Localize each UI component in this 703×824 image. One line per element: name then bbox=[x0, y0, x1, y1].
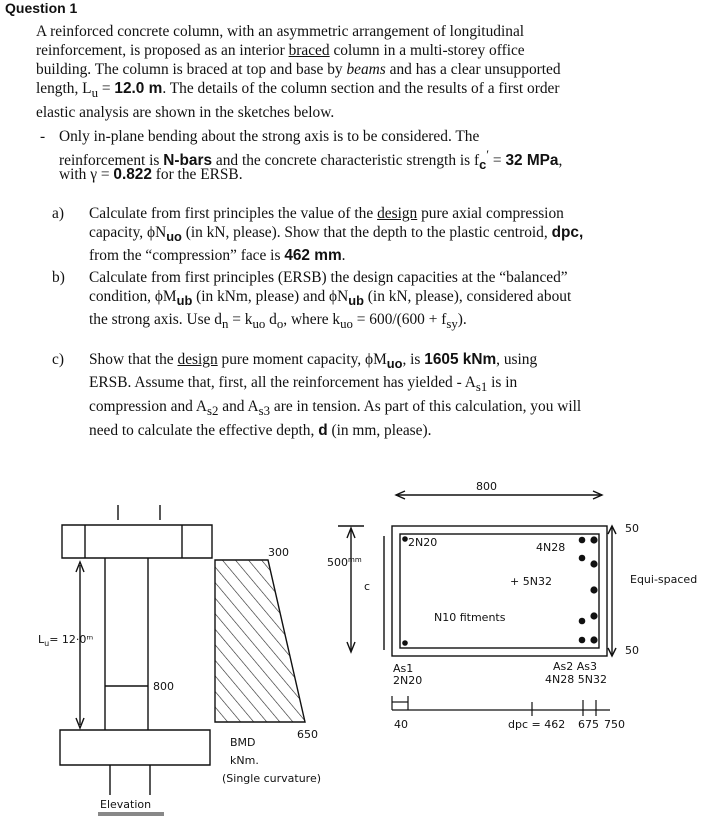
part-label: a) bbox=[52, 205, 64, 222]
part-line bbox=[89, 310, 654, 334]
text: = k bbox=[228, 311, 253, 329]
design-term: design bbox=[177, 351, 218, 368]
section-depth-dim bbox=[338, 526, 384, 652]
cover-bottom-label: 50 bbox=[625, 644, 639, 657]
text: and A bbox=[218, 398, 259, 416]
rebars bbox=[402, 536, 597, 646]
design-term: design bbox=[377, 205, 418, 222]
part-label: c) bbox=[52, 351, 64, 368]
column-width-label: 800 bbox=[153, 680, 174, 693]
subscript: ub bbox=[176, 293, 193, 309]
text: building. The column is braced at top and base by bbox=[36, 61, 347, 78]
text: compression and A bbox=[89, 398, 207, 416]
text: for the ERSB. bbox=[151, 166, 243, 183]
as3-bar-label: + 5N32 bbox=[510, 575, 552, 588]
text: is in bbox=[487, 374, 518, 392]
part-body bbox=[89, 350, 654, 440]
bmd-top-value: 300 bbox=[268, 546, 289, 559]
dpc-value: 462 mm bbox=[284, 247, 342, 265]
text: with γ = bbox=[59, 166, 114, 183]
as2-bar-label: 4N28 bbox=[536, 541, 566, 554]
bottom-dims bbox=[392, 696, 610, 716]
cover-top-label: 50 bbox=[625, 522, 639, 535]
part-line bbox=[89, 421, 654, 440]
subscript: u bbox=[91, 86, 98, 101]
bmd-drawing bbox=[215, 560, 305, 722]
dim-40-label: 40 bbox=[394, 718, 408, 731]
cross-section bbox=[392, 491, 616, 656]
dim-675-label: 675 bbox=[578, 718, 599, 731]
text: = bbox=[98, 80, 115, 97]
length-value: 12.0 m bbox=[114, 80, 163, 97]
bullet-dash: - bbox=[40, 128, 46, 145]
text: ERSB. Assume that, first, all the reinforcement has yielded - A bbox=[89, 374, 476, 392]
text: capacity, ϕN bbox=[89, 224, 167, 241]
text: (in kN, please), considered about bbox=[363, 288, 572, 305]
column-sketch bbox=[0, 452, 703, 824]
bar-type: N-bars bbox=[163, 152, 213, 170]
subscript: uo bbox=[252, 317, 266, 332]
text: condition, ϕM bbox=[89, 288, 177, 305]
elevation-label: Elevation bbox=[100, 798, 152, 811]
part-line bbox=[89, 287, 654, 310]
section-width-value: 800 bbox=[476, 480, 497, 493]
intro-paragraph bbox=[36, 22, 658, 122]
subscript: o bbox=[276, 317, 284, 332]
subscript: ub bbox=[348, 293, 364, 309]
part-line bbox=[89, 397, 654, 421]
bullet-line-3 bbox=[59, 165, 243, 184]
subscript: s3 bbox=[258, 404, 271, 419]
beams-term: beams bbox=[346, 61, 386, 78]
text: need to calculate the effective depth, bbox=[89, 422, 319, 440]
as1-label: As1 bbox=[393, 662, 414, 675]
elevation-drawing bbox=[60, 505, 212, 795]
text: column in a multi-storey office bbox=[329, 42, 525, 59]
subscript: s2 bbox=[206, 404, 219, 419]
text: are in tension. As part of this calculation, you will bbox=[270, 398, 582, 416]
dpc-term: dpc, bbox=[551, 224, 584, 241]
subscript: s1 bbox=[475, 380, 488, 395]
text: , using bbox=[496, 351, 538, 368]
bmd-note: (Single curvature) bbox=[222, 772, 322, 785]
subscript: uo bbox=[340, 317, 353, 332]
bmd-label: BMD bbox=[230, 736, 256, 749]
equi-spaced-label: Equi-spaced bbox=[630, 573, 698, 586]
dpc-label: dpc = 462 bbox=[508, 718, 566, 731]
text: = 600/(600 + f bbox=[352, 311, 447, 329]
part-label: b) bbox=[52, 269, 65, 286]
intro-line-1: A reinforced concrete column, with an asymmetric arrangement of longitudinal bbox=[36, 23, 525, 40]
text: d bbox=[265, 311, 277, 329]
text: reinforcement is bbox=[59, 152, 164, 170]
fc-value: 32 MPa bbox=[505, 152, 559, 170]
text: pure moment capacity, ϕM bbox=[217, 351, 387, 368]
intro-line-3 bbox=[36, 60, 658, 79]
text: length, L bbox=[36, 80, 92, 97]
text: , is bbox=[402, 351, 425, 368]
as2-as3-label: As2 As3 bbox=[553, 660, 598, 673]
text: , bbox=[558, 152, 563, 170]
gamma-value: 0.822 bbox=[113, 166, 152, 183]
part-body bbox=[89, 268, 654, 334]
dim-750-label: 750 bbox=[604, 718, 625, 731]
text: (in mm, please). bbox=[327, 422, 432, 440]
text: , where k bbox=[283, 311, 341, 329]
lu-label: $L_u=$ 12·0ᵐ bbox=[38, 633, 94, 648]
subscript: n bbox=[221, 317, 229, 332]
prime-mark: ′ bbox=[486, 148, 490, 162]
text: Show that the bbox=[89, 351, 178, 368]
d-term: d bbox=[318, 422, 328, 440]
part-line bbox=[89, 246, 654, 265]
text: . The details of the column section and the results of a first order bbox=[162, 80, 560, 97]
text: and the concrete characteristic strength is f bbox=[212, 152, 480, 170]
subscript: uo bbox=[386, 356, 403, 372]
part-line bbox=[89, 204, 654, 223]
muo-value: 1605 kNm bbox=[424, 351, 497, 368]
part-line bbox=[89, 373, 654, 397]
bmd-units: kNm. bbox=[230, 754, 259, 767]
subscript: uo bbox=[166, 229, 182, 245]
text: (in kNm, please) and ϕN bbox=[192, 288, 349, 305]
text: pure axial compression bbox=[417, 205, 564, 222]
as1-bar-label: 2N20 bbox=[408, 536, 438, 549]
part-line bbox=[89, 350, 654, 373]
intro-line-4 bbox=[36, 79, 658, 103]
text: reinforcement, is proposed as an interior bbox=[36, 42, 289, 59]
text: the strong axis. Use d bbox=[89, 311, 222, 329]
text: (in kN, please). Show that the depth to the plastic centroid, bbox=[181, 224, 552, 241]
text: . bbox=[341, 247, 346, 265]
braced-term: braced bbox=[288, 42, 330, 59]
question-title: Question 1 bbox=[5, 0, 78, 16]
bmd-bottom-value: 650 bbox=[297, 728, 318, 741]
fitments-label: N10 fitments bbox=[434, 611, 506, 624]
text: ). bbox=[457, 311, 467, 329]
text: Calculate from first principles the value of the bbox=[89, 205, 378, 222]
section-depth-value: $500^{mm}$ bbox=[327, 556, 362, 569]
compression-face-label: c bbox=[364, 580, 371, 593]
text: = bbox=[489, 152, 506, 170]
bullet-line-1: Only in-plane bending about the strong axis is to be considered. The bbox=[59, 128, 480, 145]
as1-size: 2N20 bbox=[393, 674, 423, 687]
part-line: Calculate from first principles (ERSB) the design capacities at the “balanced” bbox=[89, 269, 568, 286]
text: and has a clear unsupported bbox=[385, 61, 561, 78]
subscript: c bbox=[479, 157, 487, 173]
subscript: sy bbox=[446, 317, 458, 332]
as2-as3-size: 4N28 5N32 bbox=[545, 673, 607, 686]
text: from the “compression” face is bbox=[89, 247, 285, 265]
part-body bbox=[89, 204, 654, 265]
intro-line-2 bbox=[36, 41, 658, 60]
intro-line-5: elastic analysis are shown in the sketches below. bbox=[36, 104, 335, 122]
part-line bbox=[89, 223, 654, 246]
elevation-underline bbox=[98, 812, 164, 816]
